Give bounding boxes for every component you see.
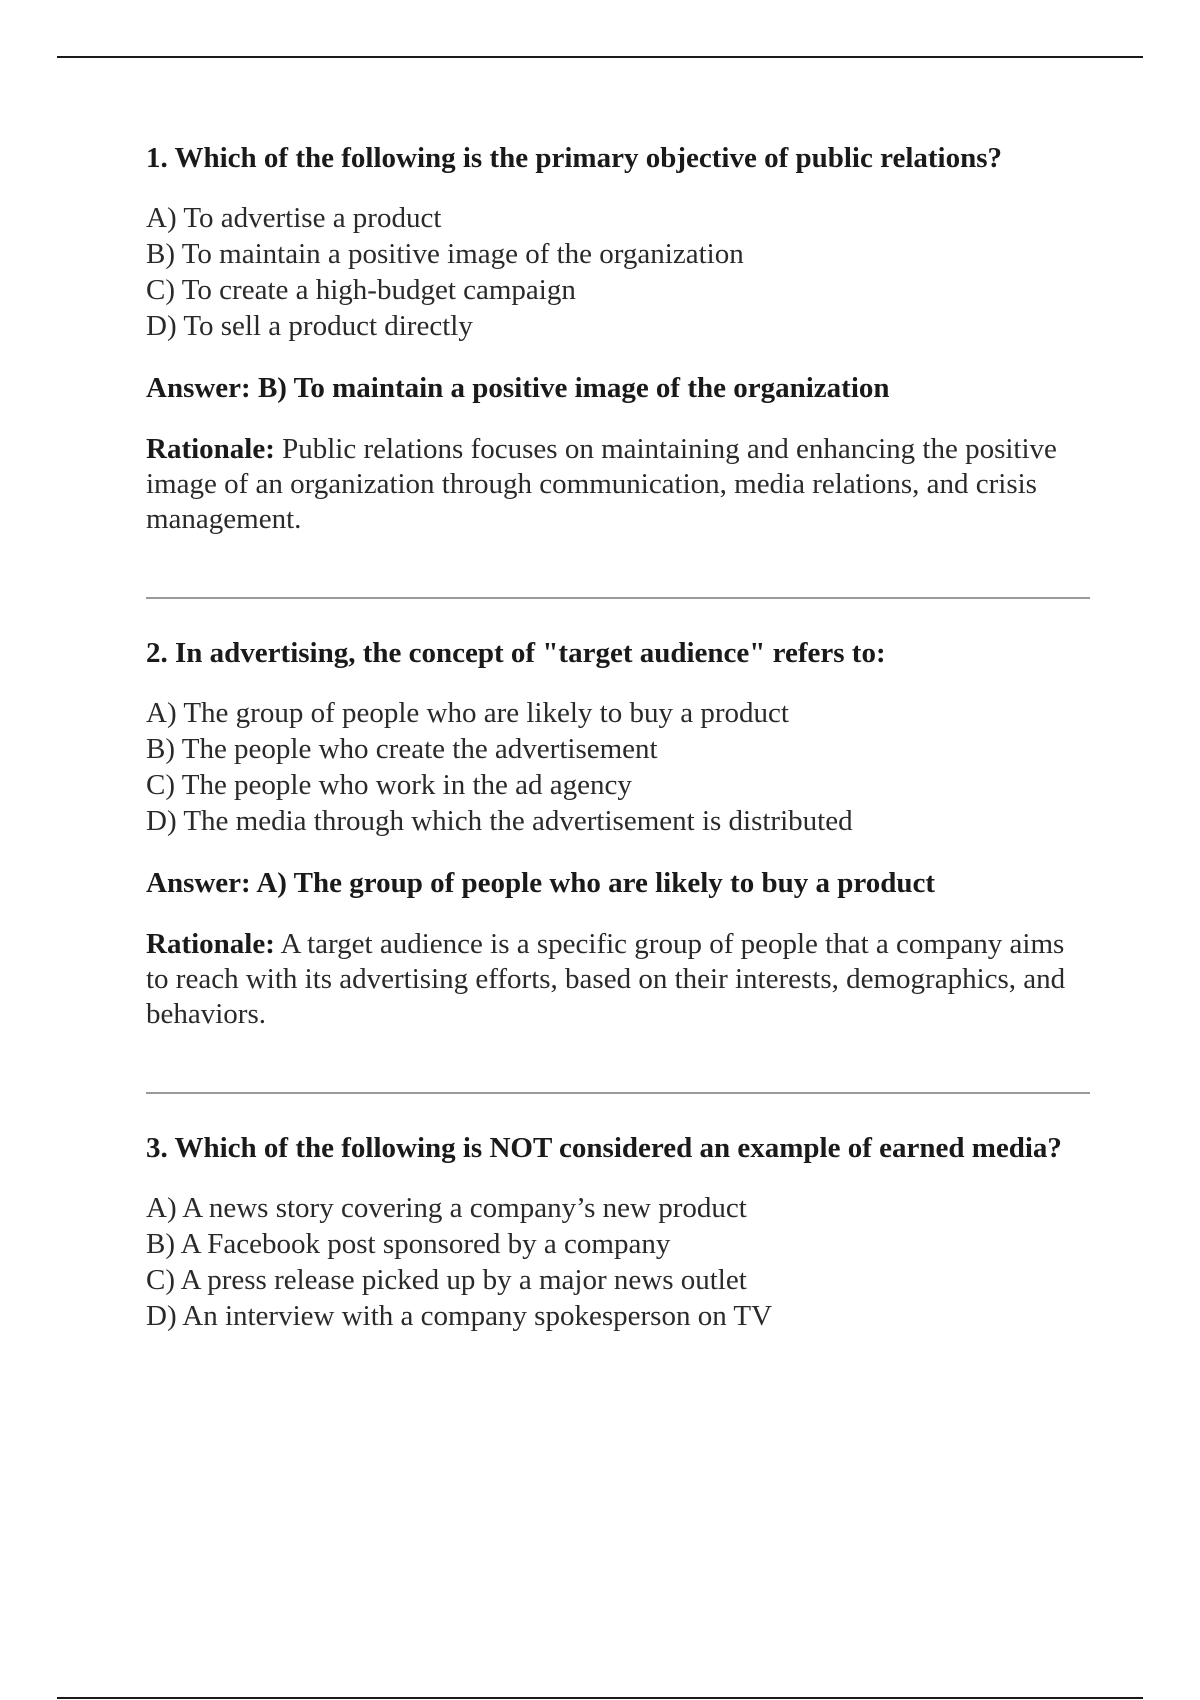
option-a: A) A news story covering a company’s new product [146, 1192, 747, 1224]
bottom-rule [57, 1697, 1143, 1699]
option-b: B) The people who create the advertisement [146, 733, 658, 765]
top-rule [57, 56, 1143, 58]
rationale-text: A target audience is a specific group of people that a company aims to reach with its advertising efforts, based on their interests, demographics, and behaviors. [146, 928, 1066, 1030]
option-b: B) A Facebook post sponsored by a company [146, 1228, 671, 1260]
rationale [146, 432, 1091, 537]
option-a: A) The group of people who are likely to buy a product [146, 697, 789, 729]
option-c: C) A press release picked up by a major news outlet [146, 1264, 747, 1296]
rationale [146, 927, 1091, 1032]
question-title: 1. Which of the following is the primary objective of public relations? [146, 142, 1003, 174]
answer-text: Answer: B) To maintain a positive image of the organization [146, 372, 890, 404]
rationale-label: Rationale: [146, 928, 275, 960]
option-b: B) To maintain a positive image of the organization [146, 238, 744, 270]
question-title: 2. In advertising, the concept of "target audience" refers to: [146, 637, 886, 669]
options-list [146, 695, 1091, 839]
answer-text: Answer: A) The group of people who are likely to buy a product [146, 867, 935, 899]
rationale-label: Rationale: [146, 433, 275, 465]
options-list [146, 200, 1091, 344]
question-title: 3. Which of the following is NOT considered an example of earned media? [146, 1132, 1062, 1164]
document-content [146, 140, 1091, 1360]
question-3 [146, 1130, 1091, 1334]
rationale-text: Public relations focuses on maintaining and enhancing the positive image of an organization through communication, media relations, and crisis management. [146, 433, 1057, 535]
option-d: D) To sell a product directly [146, 310, 473, 342]
option-c: C) The people who work in the ad agency [146, 769, 632, 801]
options-list [146, 1190, 1091, 1334]
section-divider [146, 597, 1090, 599]
question-2 [146, 635, 1091, 1032]
section-divider [146, 1092, 1090, 1094]
question-1 [146, 140, 1091, 537]
option-a: A) To advertise a product [146, 202, 442, 234]
option-c: C) To create a high-budget campaign [146, 274, 576, 306]
option-d: D) An interview with a company spokesperson on TV [146, 1300, 773, 1332]
option-d: D) The media through which the advertisement is distributed [146, 805, 853, 837]
